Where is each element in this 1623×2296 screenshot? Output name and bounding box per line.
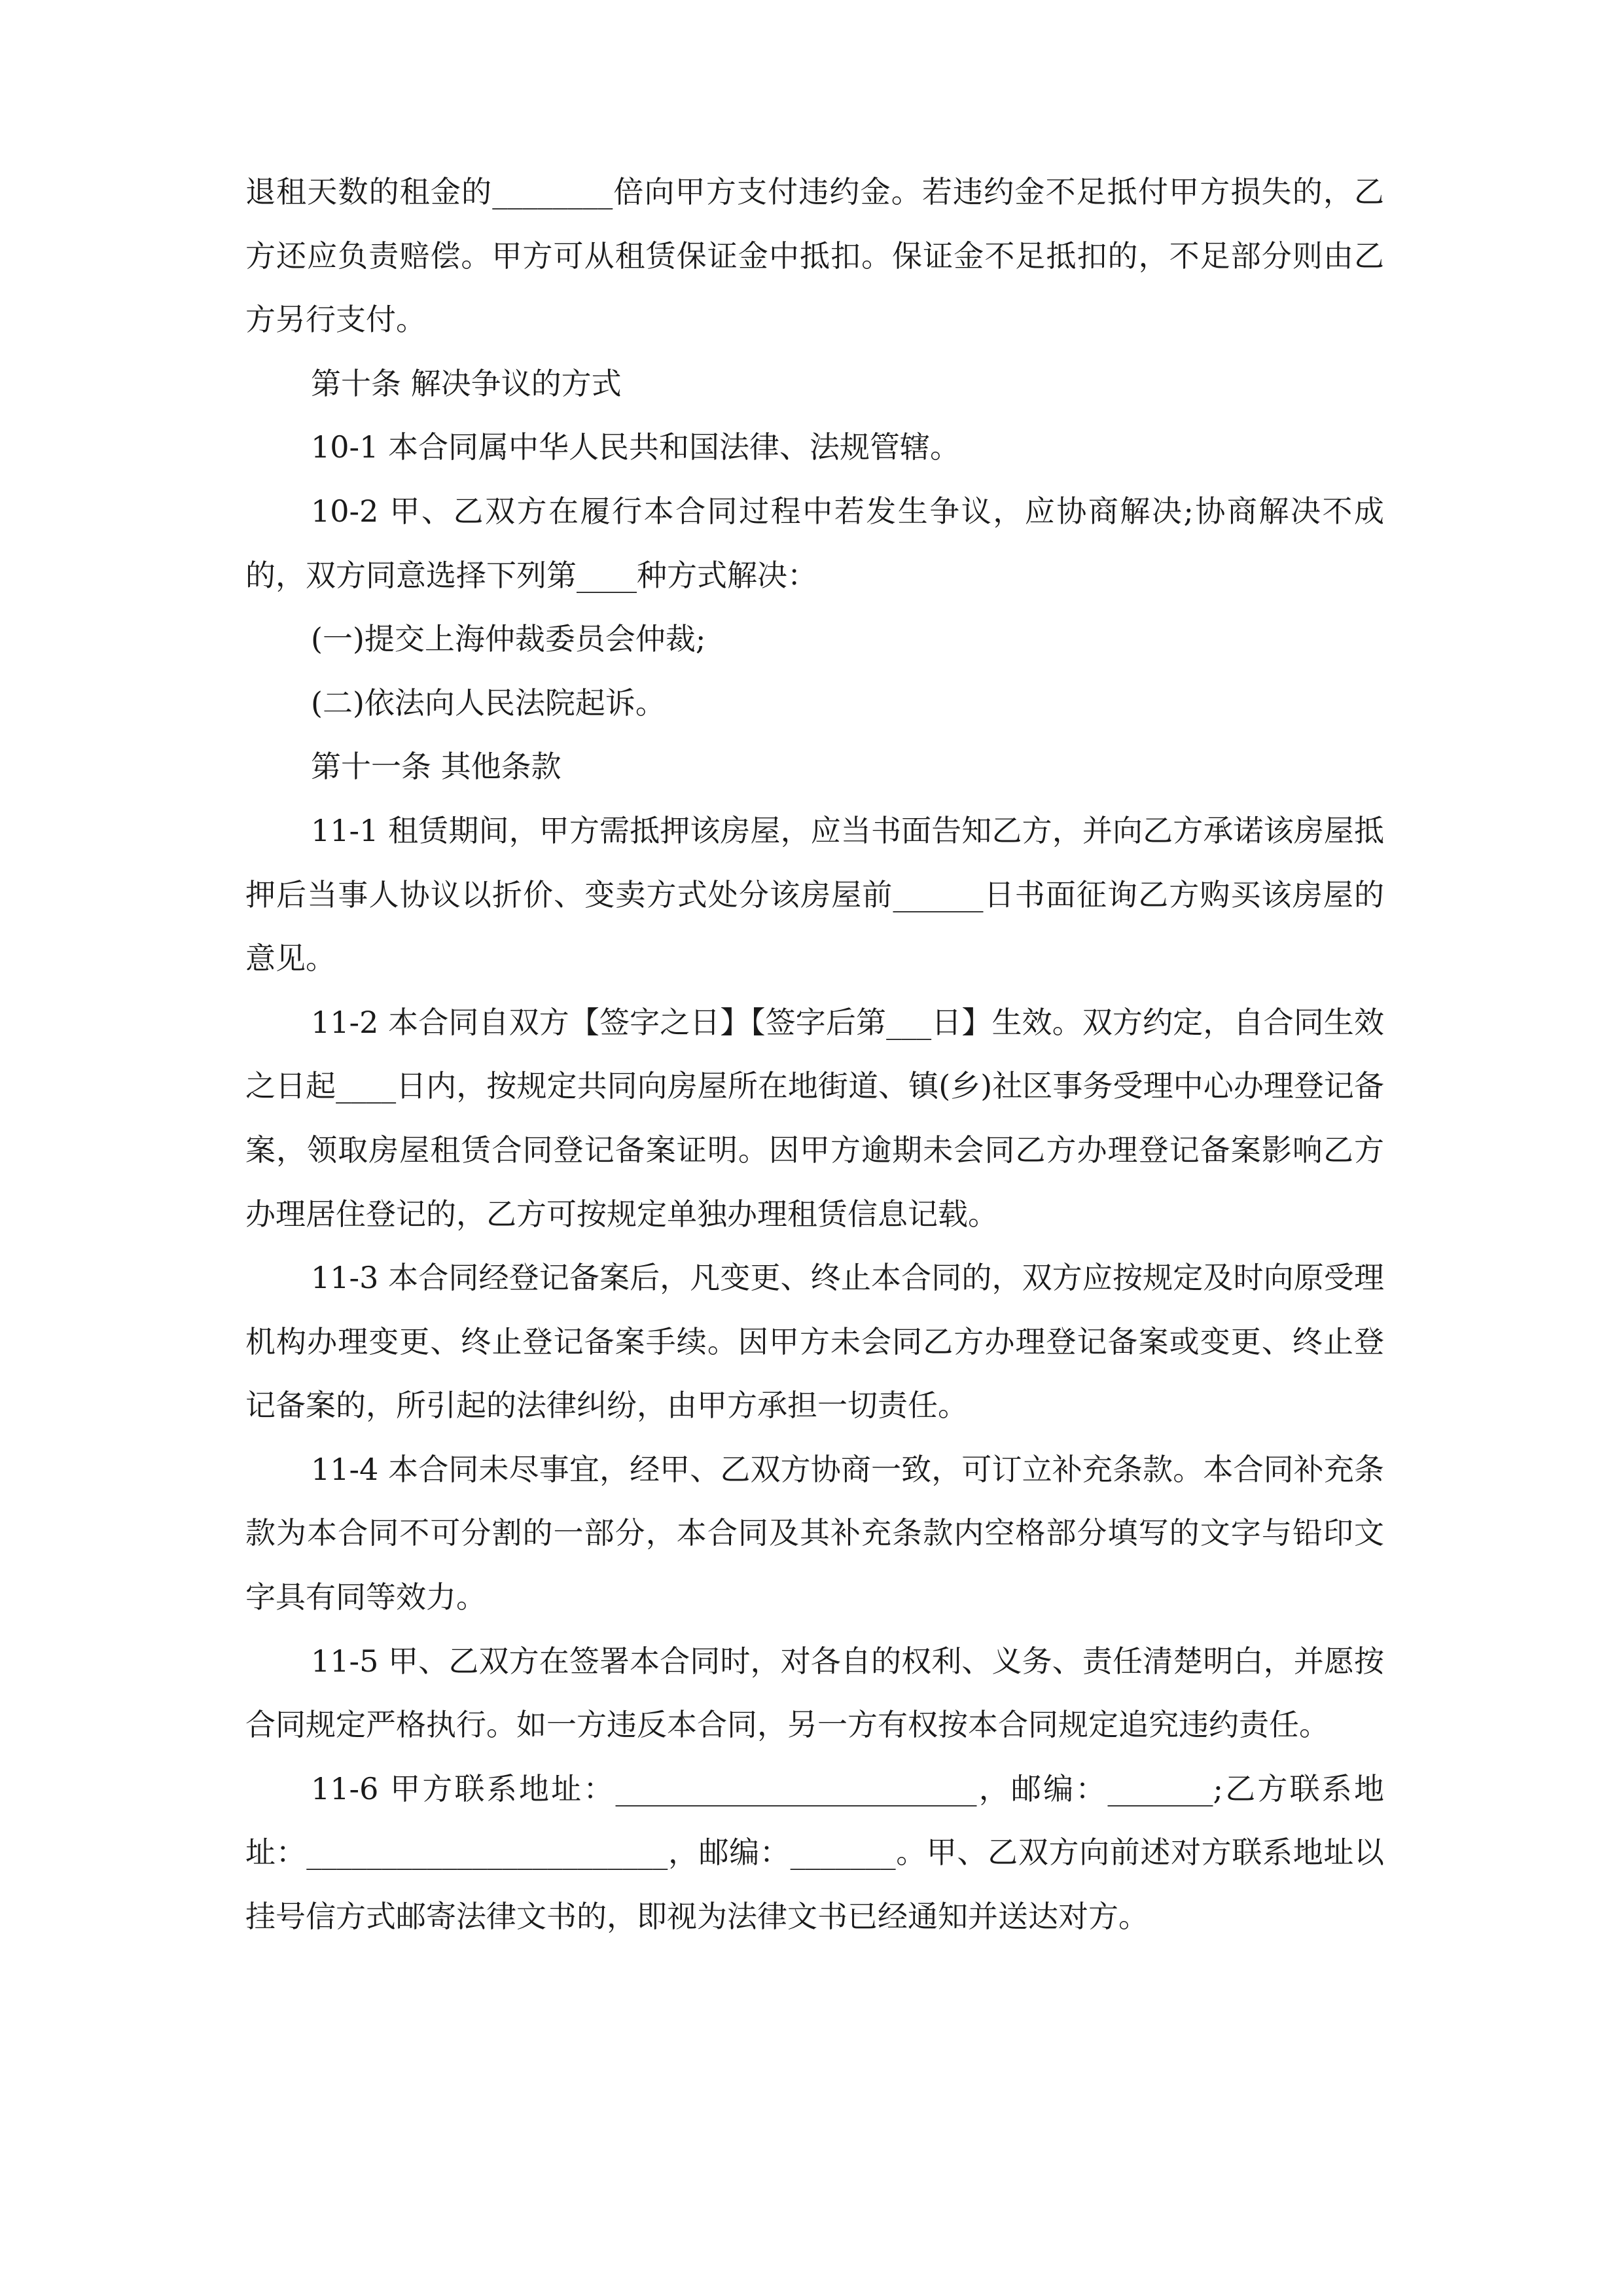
clause-11-1: 11-1 租赁期间，甲方需抵押该房屋，应当书面告知乙方，并向乙方承诺该房屋抵押后当事人协议以折价、变卖方式处分该房屋前______日书面征询乙方购买该房屋的意见。 <box>245 812 1384 977</box>
section-heading-article-11: 第十一条 其他条款 <box>311 749 562 785</box>
option-arbitration: (一)提交上海仲裁委员会仲裁; <box>311 621 706 657</box>
clause-10-2: 10-2 甲、乙双方在履行本合同过程中若发生争议，应协商解决;协商解决不成的，双方同意选择下列第____种方式解决： <box>245 493 1384 593</box>
section-heading-article-10: 第十条 解决争议的方式 <box>311 365 622 401</box>
option-court: (二)依法向人民法院起诉。 <box>311 685 666 721</box>
clause-11-4: 11-4 本合同未尽事宜，经甲、乙双方协商一致，可订立补充条款。本合同补充条款为本合同不可分割的一部分，本合同及其补充条款内空格部分填写的文字与铅印文字具有同等效力。 <box>245 1451 1384 1615</box>
clause-11-2: 11-2 本合同自双方【签字之日】【签字后第___日】生效。双方约定，自合同生效之日起____日内，按规定共同向房屋所在地街道、镇(乡)社区事务受理中心办理登记备案，领取房屋租赁合同登记备案证明。因甲方逾期未会同乙方办理登记备案影响乙方办理居住登记的，乙方可按规定单独办理租赁信息记载。 <box>245 1004 1384 1232</box>
clause-11-5: 11-5 甲、乙双方在签署本合同时，对各自的权利、义务、责任清楚明白，并愿按合同规定严格执行。如一方违反本合同，另一方有权按本合同规定追究违约责任。 <box>245 1643 1384 1743</box>
clause-10-1: 10-1 本合同属中华人民共和国法律、法规管辖。 <box>311 429 960 465</box>
clause-11-3: 11-3 本合同经登记备案后，凡变更、终止本合同的，双方应按规定及时向原受理机构办理变更、终止登记备案手续。因甲方未会同乙方办理登记备案或变更、终止登记备案的，所引起的法律纠纷，由甲方承担一切责任。 <box>245 1260 1384 1424</box>
paragraph-penalty-continuation: 退租天数的租金的________倍向甲方支付违约金。若违约金不足抵付甲方损失的，乙方还应负责赔偿。甲方可从租赁保证金中抵扣。保证金不足抵扣的，不足部分则由乙方另行支付。 <box>245 174 1384 338</box>
clause-11-6: 11-6 甲方联系地址：________________________，邮编：_______;乙方联系地址：________________________，邮编：_______。甲、乙双方向前述对方联系地址以挂号信方式邮寄法律文书的，即视为法律文书已经通知并送达对方。 <box>245 1770 1384 1935</box>
document-body <box>245 160 1384 1949</box>
